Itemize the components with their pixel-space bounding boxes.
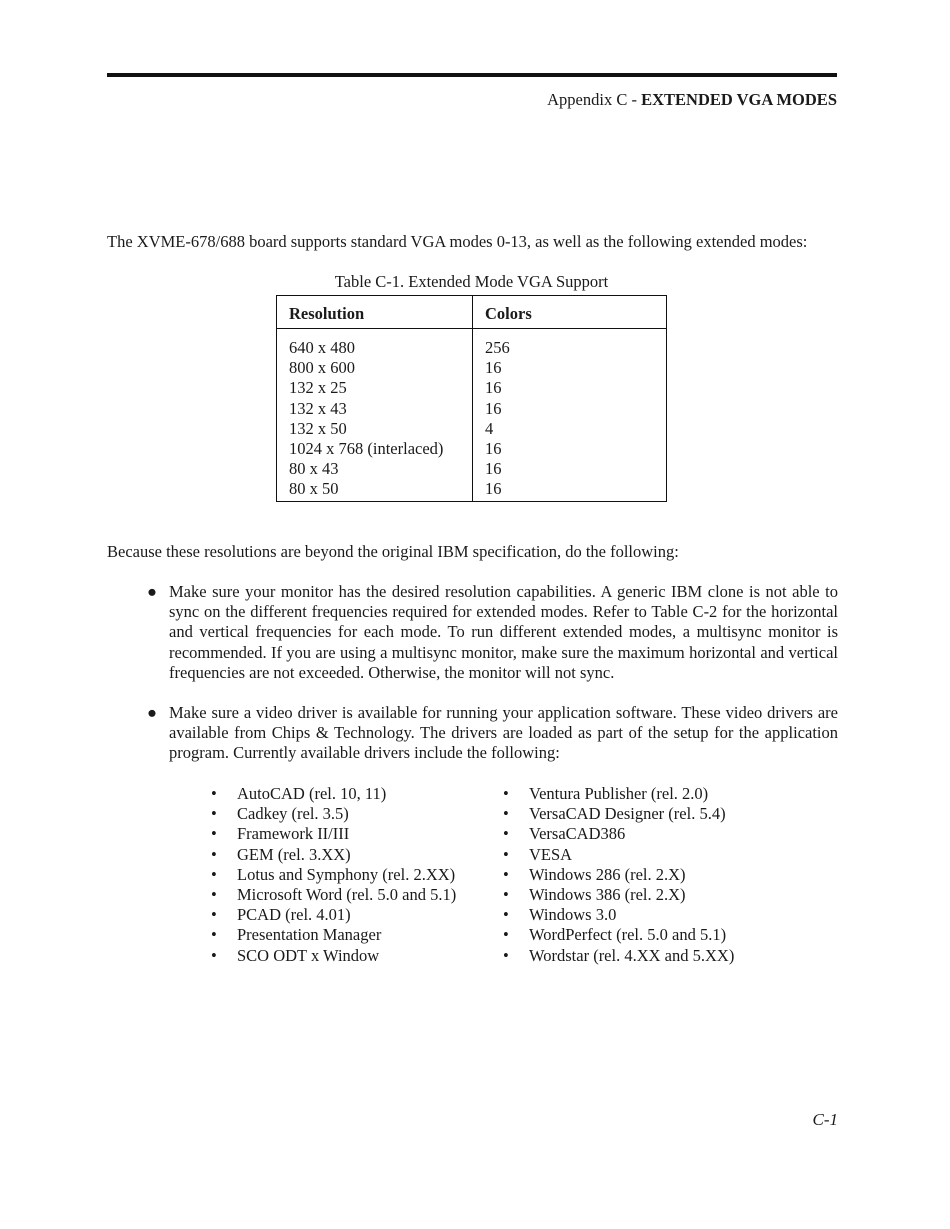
driver-name: VersaCAD Designer (rel. 5.4) [529,804,726,824]
column-header-colors: Colors [473,296,667,329]
bullet-dot-icon: • [211,885,217,905]
driver-list-item [211,844,456,865]
bullet-dot-icon: • [503,885,509,905]
because-paragraph: Because these resolutions are beyond the original IBM specification, do the following: [107,542,679,561]
driver-name: Windows 286 (rel. 2.X) [529,864,686,884]
table-caption: Table C-1. Extended Mode VGA Support [334,272,609,291]
driver-list-item [503,905,734,925]
driver-name: SCO ODT x Window [237,945,380,965]
driver-name: Framework II/III [237,824,350,844]
driver-name: Presentation Manager [237,925,382,945]
table-row [277,399,667,419]
driver-name: Cadkey (rel. 3.5) [237,804,349,824]
driver-name: VESA [529,844,573,864]
driver-name: GEM (rel. 3.XX) [237,844,351,864]
bullet-dot-icon: • [211,905,217,925]
table-row [277,358,667,378]
colors-cell: 16 [473,479,667,501]
bullet-dot-icon: • [503,824,509,844]
driver-name: VersaCAD386 [529,824,626,844]
bullet-dot-icon: • [211,925,217,945]
driver-name: Lotus and Symphony (rel. 2.XX) [237,864,456,884]
bullet-dot-icon: • [503,905,509,925]
resolution-cell: 132 x 50 [289,418,347,438]
driver-list-item [503,804,734,824]
driver-list-item [211,885,457,905]
driver-name: Wordstar (rel. 4.XX and 5.XX) [529,945,735,965]
driver-name: Windows 3.0 [529,905,617,925]
driver-name: WordPerfect (rel. 5.0 and 5.1) [529,925,727,945]
driver-list-right [503,784,735,966]
bullet-dot-icon: • [503,804,509,824]
driver-name: Windows 386 (rel. 2.X) [529,885,686,905]
driver-list-item [503,885,734,905]
bullet-dot-icon: • [211,864,217,884]
header-rule [107,73,837,77]
driver-list-item [211,824,456,844]
table-row [277,419,667,439]
colors-cell: 4 [473,419,667,439]
bullet-dot-icon: ● [147,703,157,722]
driver-list-item [503,864,734,885]
resolution-cell: 1024 x 768 (interlaced) [289,439,444,459]
bullet-dot-icon: • [503,945,509,965]
resolution-cell: 80 x 43 [289,459,339,479]
resolution-cell: 80 x 50 [289,479,339,499]
colors-cell: 16 [473,459,667,479]
page-header [547,90,837,110]
bullet-dot-icon: • [211,844,217,864]
driver-list-item [211,945,456,966]
resolution-cell: 132 x 25 [289,378,347,398]
driver-list-left [211,784,457,966]
bullet-dot-icon: • [503,864,509,884]
colors-cell: 16 [473,399,667,419]
bullet-item-driver [147,703,838,764]
table-row [277,459,667,479]
driver-name: PCAD (rel. 4.01) [237,905,351,925]
resolution-cell: 640 x 480 [289,338,355,357]
driver-list-item [503,784,734,804]
table-row [277,439,667,459]
colors-cell: 256 [473,329,667,359]
driver-name: Microsoft Word (rel. 5.0 and 5.1) [237,885,457,905]
bullet-item-monitor [147,582,838,683]
resolution-cell: 800 x 600 [289,358,355,378]
bullet-text: Make sure your monitor has the desired resolution capabilities. A generic IBM clone is not able to sync on the different frequencies required for extended modes. Refer to Table C-2 for the horizontal and vertical frequencies for each mode. To run different extended modes, a multisync monitor is recommended. If you are using a multisync monitor, make sure the maximum horizontal and vertical frequencies are not exceeded. Otherwise, the monitor will not sync. [169,582,838,682]
driver-name: AutoCAD (rel. 10, 11) [237,784,387,803]
bullet-dot-icon: • [503,925,509,945]
colors-cell: 16 [473,439,667,459]
header-title: EXTENDED VGA MODES [641,90,837,109]
colors-cell: 16 [473,378,667,398]
driver-name: Ventura Publisher (rel. 2.0) [529,784,709,803]
bullet-dot-icon: • [211,784,217,803]
vga-modes-table [276,295,667,502]
bullet-dot-icon: • [211,804,217,824]
table-body [277,329,667,502]
driver-list-item [503,925,734,945]
driver-list-item [211,804,456,824]
driver-list-item [211,864,456,885]
resolution-cell: 132 x 43 [289,398,347,418]
header-prefix: Appendix C - [547,90,642,109]
driver-list-item [211,925,456,945]
driver-list-item [503,844,734,865]
intro-paragraph: The XVME-678/688 board supports standard VGA modes 0-13, as well as the following extended modes: [107,232,808,251]
bullet-text: Make sure a video driver is available for running your application software. These video drivers are available from Chips & Technology. The drivers are loaded as part of the setup for the application program. Currently available drivers include the following: [169,703,838,763]
table-row [277,329,667,359]
driver-list-item [211,905,456,925]
driver-list-item [211,784,456,804]
driver-list-item [503,824,734,844]
bullet-dot-icon: • [211,945,217,965]
driver-list-item [503,945,735,966]
bullet-dot-icon: • [211,824,217,844]
table-header-row [277,296,667,329]
table-row [277,378,667,398]
column-header-resolution: Resolution [277,296,473,329]
colors-cell: 16 [473,358,667,378]
bullet-dot-icon: ● [147,582,157,601]
page-number: C-1 [812,1110,838,1129]
bullet-dot-icon: • [503,784,509,803]
table-row [277,479,667,501]
bullet-dot-icon: • [503,844,509,864]
